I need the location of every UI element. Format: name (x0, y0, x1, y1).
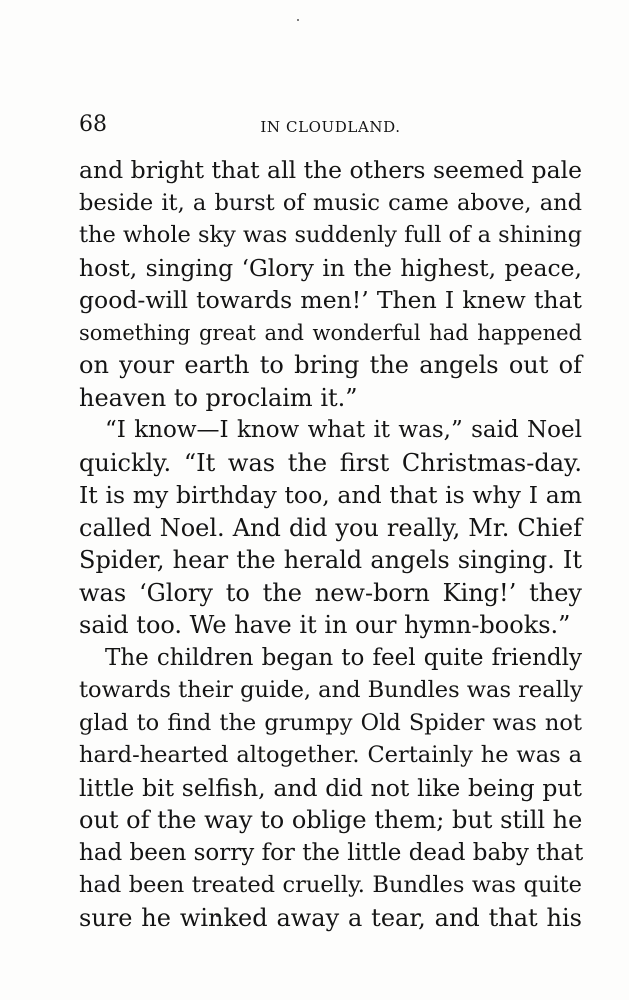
text-line: and bright that all the others seemed pale (79, 156, 582, 184)
text-line: beside it, a burst of music came above, and (79, 189, 582, 216)
print-speck (297, 19, 299, 21)
text-line: called Noel. And did you really, Mr. Chief (79, 513, 582, 542)
text-line: sure he winked away a tear, and that his (79, 903, 582, 932)
text-line: host, singing ‘Glory in the highest, peace, (79, 253, 582, 282)
running-head: IN CLOUDLAND. (260, 118, 401, 136)
text-line: had been sorry for the little dead baby that (79, 839, 584, 866)
text-line: good-will towards men!’ Then I knew that (79, 286, 582, 314)
text-line: out of the way to oblige them; but still he (79, 806, 583, 834)
page-number: 68 (79, 112, 107, 137)
text-line: “I know—I know what it was,” said Noel (105, 417, 582, 443)
text-line: on your earth to bring the angels out of (79, 351, 582, 379)
text-line: was ‘Glory to the new-born King!’ they (79, 578, 582, 607)
text-line: said too. We have it in our hymn-books.” (79, 611, 571, 639)
page-header (79, 110, 582, 140)
text-line: It is my birthday too, and that is why I am (79, 481, 582, 509)
text-line: something great and wonderful had happened (79, 320, 582, 345)
text-line: hard-hearted altogether. Certainly he was a (79, 742, 582, 768)
text-line: heaven to proclaim it.” (79, 383, 358, 412)
text-line: The children began to feel quite friendly (105, 644, 582, 671)
text-line: had been treated cruelly. Bundles was quite (79, 872, 582, 898)
text-line: quickly. “It was the first Christmas-day. (79, 448, 582, 477)
text-line: little bit selfish, and did not like being put (79, 773, 582, 802)
text-line: the whole sky was suddenly full of a shining (79, 222, 582, 248)
text-line: towards their guide, and Bundles was really (79, 677, 583, 703)
text-line: glad to find the grumpy Old Spider was not (79, 709, 582, 736)
text-line: Spider, hear the herald angels singing. It (79, 546, 582, 574)
body-text (79, 154, 582, 934)
